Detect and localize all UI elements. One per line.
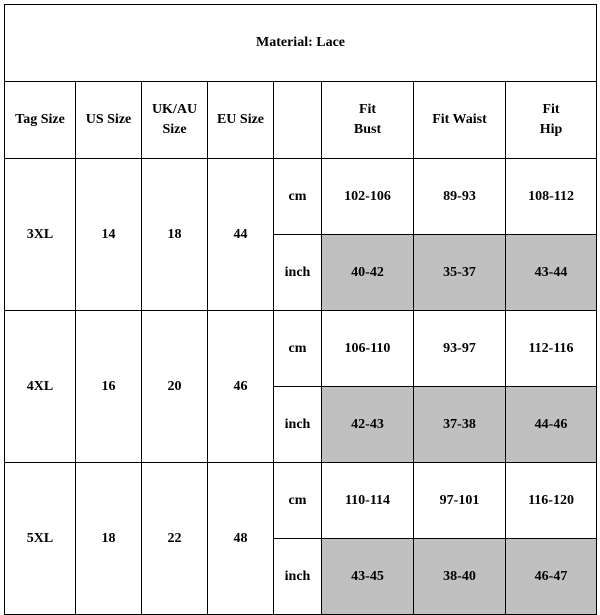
fit-bust-cell: 43-45 [322,539,414,615]
us-size-cell: 14 [76,159,142,311]
header-row [5,82,597,159]
uk-au-size-cell: 22 [142,463,208,615]
fit-bust-cell: 110-114 [322,463,414,539]
table-title: Material: Lace [5,5,597,82]
table-row [5,463,597,539]
unit-cell: inch [274,235,322,311]
fit-hip-cell: 108-112 [506,159,597,235]
unit-cell: cm [274,159,322,235]
title-row [5,5,597,82]
uk-au-size-cell: 20 [142,311,208,463]
unit-cell: inch [274,387,322,463]
header-fit-hip-line1: Fit [542,102,560,117]
eu-size-cell: 44 [208,159,274,311]
tag-size-cell: 3XL [5,159,76,311]
fit-hip-cell: 43-44 [506,235,597,311]
unit-cell: inch [274,539,322,615]
eu-size-cell: 46 [208,311,274,463]
header-uk-au-size-line1: UK/AU [151,102,198,117]
table-row [5,311,597,387]
fit-bust-cell: 106-110 [322,311,414,387]
fit-hip-cell: 44-46 [506,387,597,463]
fit-waist-cell: 97-101 [414,463,506,539]
header-fit-bust-line2: Bust [353,122,382,137]
header-fit-bust-line1: Fit [358,102,377,117]
fit-waist-cell: 37-38 [414,387,506,463]
header-fit-hip [506,82,597,159]
fit-hip-cell: 112-116 [506,311,597,387]
us-size-cell: 16 [76,311,142,463]
tag-size-cell: 5XL [5,463,76,615]
fit-hip-cell: 116-120 [506,463,597,539]
fit-bust-cell: 40-42 [322,235,414,311]
header-unit [274,82,322,159]
fit-waist-cell: 93-97 [414,311,506,387]
tag-size-cell: 4XL [5,311,76,463]
header-fit-bust [322,82,414,159]
header-fit-waist: Fit Waist [414,82,506,159]
header-tag-size: Tag Size [5,82,76,159]
fit-waist-cell: 35-37 [414,235,506,311]
fit-waist-cell: 38-40 [414,539,506,615]
header-uk-au-size-line2: Size [162,122,187,137]
unit-cell: cm [274,311,322,387]
header-fit-hip-line2: Hip [539,122,563,137]
header-us-size: US Size [76,82,142,159]
table-row [5,159,597,235]
fit-hip-cell: 46-47 [506,539,597,615]
us-size-cell: 18 [76,463,142,615]
uk-au-size-cell: 18 [142,159,208,311]
fit-bust-cell: 42-43 [322,387,414,463]
fit-bust-cell: 102-106 [322,159,414,235]
eu-size-cell: 48 [208,463,274,615]
header-uk-au-size [142,82,208,159]
size-chart-table [4,4,597,615]
unit-cell: cm [274,463,322,539]
fit-waist-cell: 89-93 [414,159,506,235]
header-eu-size: EU Size [208,82,274,159]
